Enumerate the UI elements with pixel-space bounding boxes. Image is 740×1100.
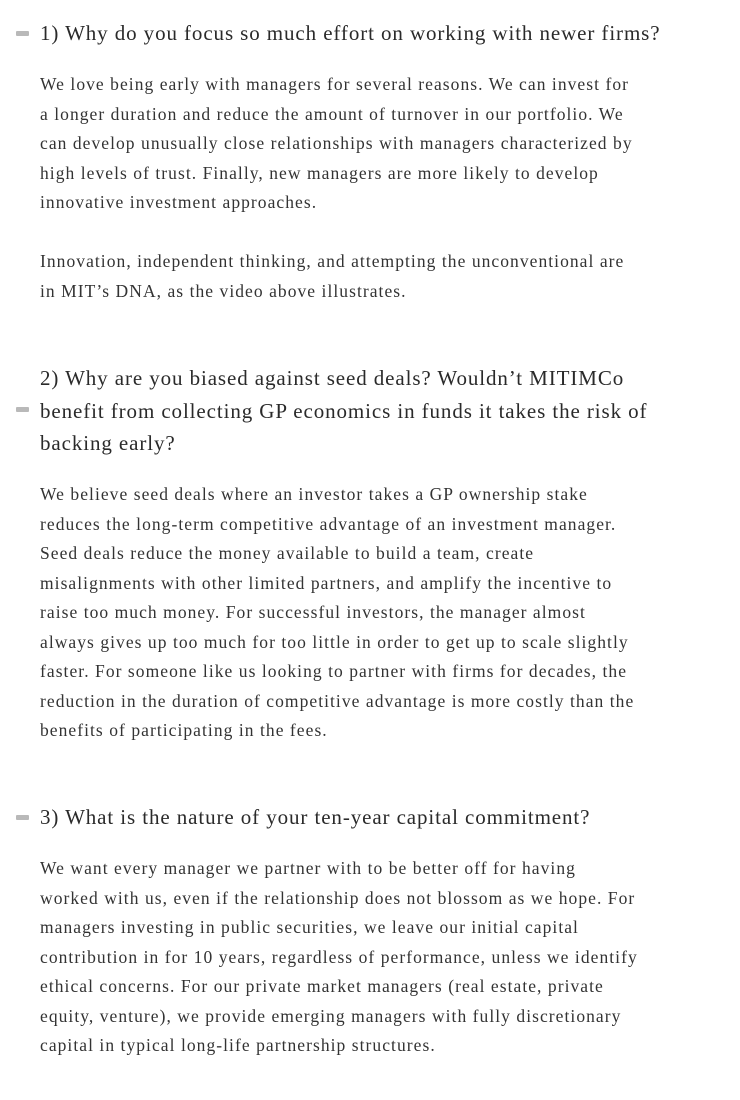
collapse-minus-icon[interactable] (16, 31, 29, 36)
answer-line: reduction in the duration of competitive advantage is more costly than the (40, 690, 635, 711)
answer-line: faster. For someone like us looking to partner with firms for decades, the (40, 661, 628, 681)
question-line[interactable]: 2) Why are you biased against seed deals? Wouldn’t MITIMCo (40, 366, 625, 390)
answer-line: in MIT’s DNA, as the video above illustrates. (40, 280, 407, 301)
collapse-minus-icon[interactable] (16, 407, 29, 412)
answer-line: managers investing in public securities, we leave our initial capital (40, 917, 579, 937)
question-line[interactable]: benefit from collecting GP economics in funds it takes the risk of (40, 398, 648, 423)
answer-line: raise too much money. For successful investors, the manager almost (40, 602, 586, 622)
answer-line: capital in typical long-life partnership structures. (40, 1035, 436, 1055)
paragraph-gap (40, 218, 730, 248)
faq-answer-2 (40, 480, 730, 746)
answer-line: always gives up too much for too little in order to get up to scale slightly (40, 631, 629, 652)
answer-line: ethical concerns. For our private market managers (real estate, private (40, 976, 604, 996)
answer-line: reduces the long-term competitive advantage of an investment manager. (40, 513, 617, 534)
collapse-minus-icon[interactable] (16, 815, 29, 820)
answer-line: We love being early with managers for several reasons. We can invest for (40, 74, 630, 94)
answer-line: benefits of participating in the fees. (40, 720, 328, 740)
question-line[interactable]: 1) Why do you focus so much effort on working with newer firms? (40, 21, 661, 45)
answer-line: misalignments with other limited partners, and amplify the incentive to (40, 572, 613, 593)
faq-question-3[interactable] (40, 801, 730, 834)
answer-line: a longer duration and reduce the amount of turnover in our portfolio. We (40, 103, 624, 124)
answer-line: We want every manager we partner with to be better off for having (40, 858, 576, 878)
question-line[interactable]: backing early? (40, 431, 176, 455)
answer-line: high levels of trust. Finally, new managers are more likely to develop (40, 162, 599, 183)
faq-answer-3 (40, 854, 730, 1061)
answer-line: We believe seed deals where an investor takes a GP ownership stake (40, 484, 588, 504)
faq-question-1[interactable] (40, 17, 730, 50)
answer-line: equity, venture), we provide emerging managers with fully discretionary (40, 1005, 622, 1026)
answer-line: can develop unusually close relationships with managers characterized by (40, 133, 633, 153)
answer-line: Innovation, independent thinking, and attempting the unconventional are (40, 251, 625, 271)
answer-line: Seed deals reduce the money available to build a team, create (40, 543, 535, 563)
faq-question-2[interactable] (40, 362, 730, 460)
answer-line: contribution in for 10 years, regardless of performance, unless we identify (40, 946, 638, 967)
answer-line: worked with us, even if the relationship does not blossom as we hope. For (40, 887, 636, 908)
question-line[interactable]: 3) What is the nature of your ten-year capital commitment? (40, 805, 591, 829)
answer-line: innovative investment approaches. (40, 192, 318, 212)
faq-answer-1 (40, 70, 730, 306)
